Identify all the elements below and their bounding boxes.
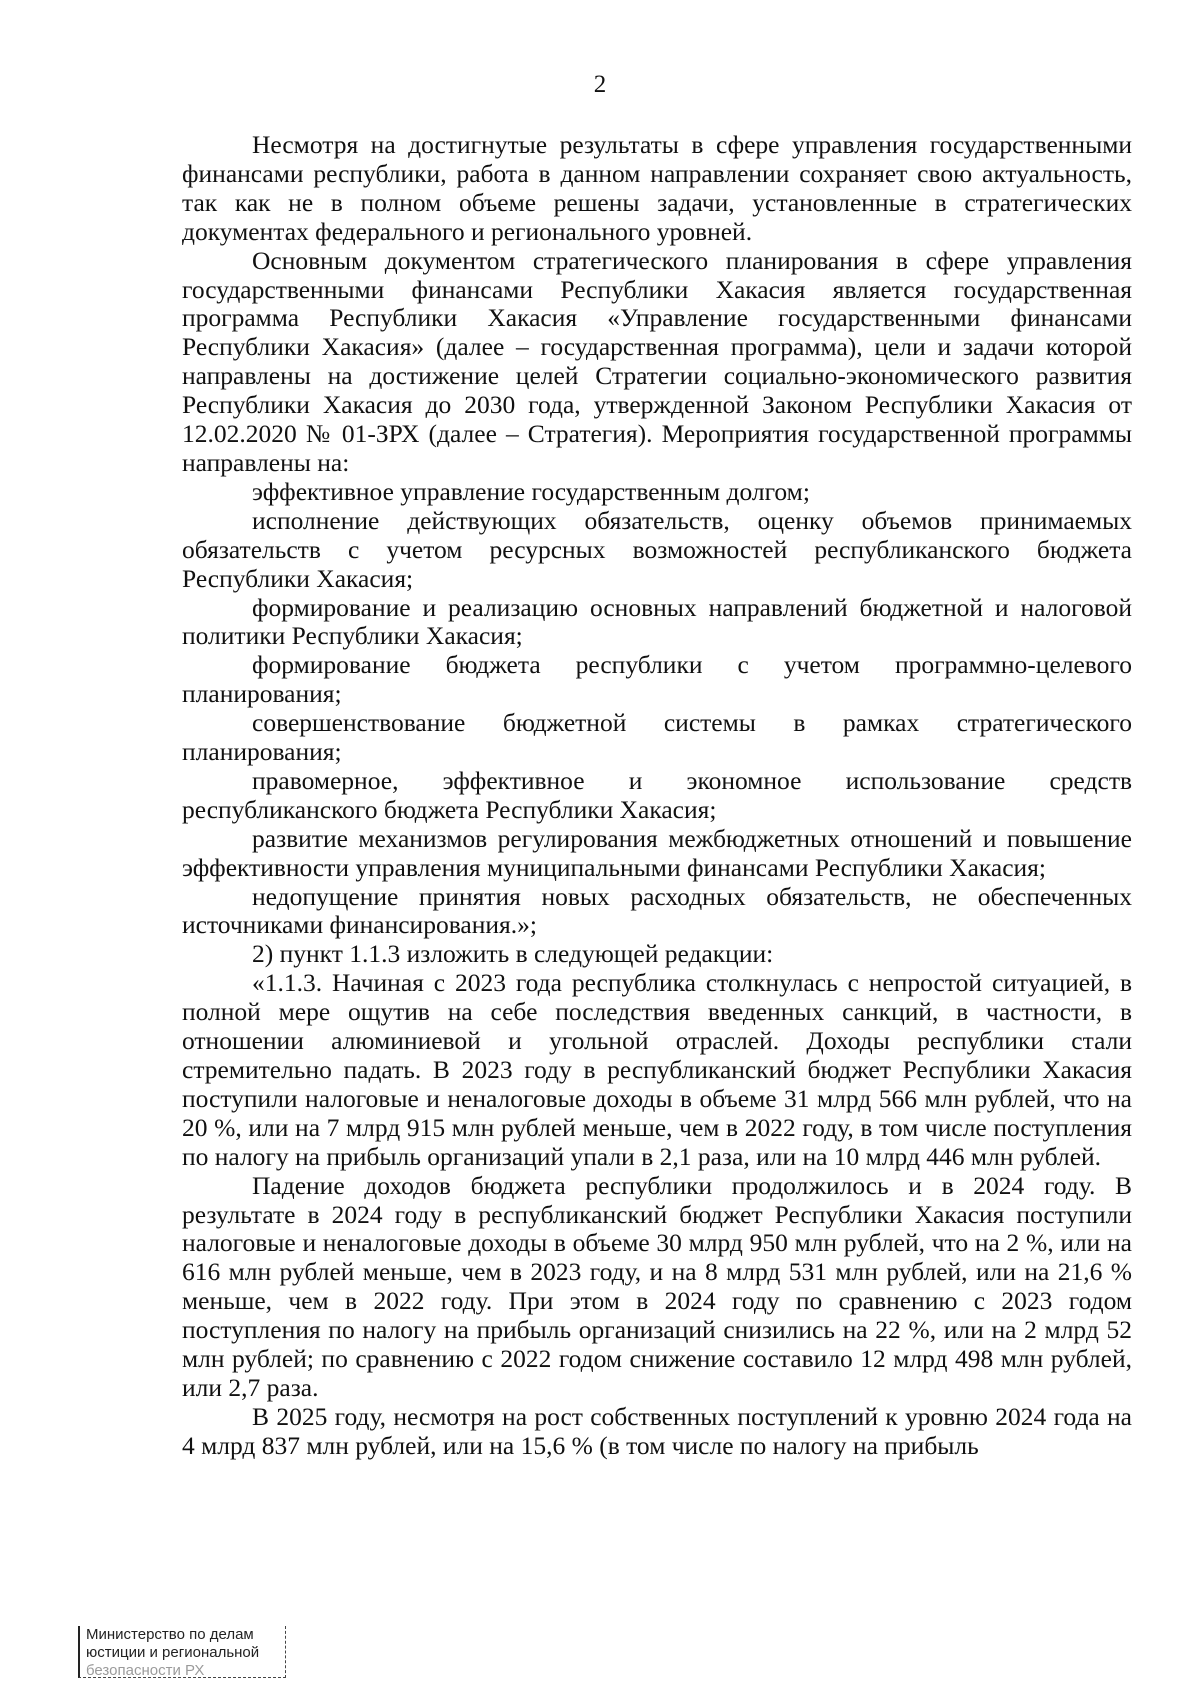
paragraph-2: Основным документом стратегического планирования в сфере управления государственными финансами Республики Хакасия является государственная программа Республики Хакасия «Управление государственными финансами Республики Хакасия» (далее – государственная программа), цели и задачи которой направлены на достижение целей Стратегии социально-экономического развития Республики Хакасия до 2030 года, утвержденной Законом Республики Хакасия от 12.02.2020 № 01-ЗРХ (далее – Стратегия). Мероприятия государственной программы направлены на: <box>182 245 1132 477</box>
page-number: 2 <box>593 71 607 98</box>
registration-stamp <box>78 1626 286 1678</box>
list-item: эффективное управление государственным долгом; <box>252 476 810 506</box>
paragraph-revenue-2025: В 2025 году, несмотря на рост собственных поступлений к уровню 2024 года на 4 млрд 837 млн рублей, или на 15,6 % (в том числе по налогу на прибыль <box>182 1401 1132 1460</box>
list-item: недопущение принятия новых расходных обязательств, не обеспеченных источниками финансирования.»; <box>182 881 1132 940</box>
list-item: развитие механизмов регулирования межбюджетных отношений и повышение эффективности управления муниципальными финансами Республики Хакасия; <box>182 823 1132 882</box>
stamp-line: безопасности РХ <box>86 1662 205 1678</box>
paragraph-revenue-2024: Падение доходов бюджета республики продолжилось и в 2024 году. В результате в 2024 году в республиканский бюджет Республики Хакасия поступили налоговые и неналоговые доходы в объеме 30 млрд 950 млн рублей, что на 2 %, или на 616 млн рублей меньше, чем в 2023 году, и на 8 млрд 531 млн рублей, или на 21,6 % меньше, чем в 2022 году. При этом в 2024 году по сравнению с 2023 годом поступления по налогу на прибыль организаций снизились на 22 %, или на 2 млрд 52 млн рублей; по сравнению с 2022 годом снижение составило 12 млрд 498 млн рублей, или 2,7 раза. <box>182 1170 1132 1402</box>
stamp-line: Министерство по делам <box>86 1626 254 1643</box>
list-item: формирование и реализацию основных направлений бюджетной и налоговой политики Республики Хакасия; <box>182 592 1132 651</box>
list-item: исполнение действующих обязательств, оценку объемов принимаемых обязательств с учетом ресурсных возможностей республиканского бюджета Республики Хакасия; <box>182 505 1132 593</box>
list-item: формирование бюджета республики с учетом программно-целевого планирования; <box>182 650 1132 709</box>
amendment-instruction: 2) пункт 1.1.3 изложить в следующей редакции: <box>252 939 774 969</box>
list-item: совершенствование бюджетной системы в рамках стратегического планирования; <box>182 708 1132 767</box>
list-item: правомерное, эффективное и экономное использование средств республиканского бюджета Республики Хакасия; <box>182 765 1132 824</box>
paragraph-1-1-3: «1.1.3. Начиная с 2023 года республика столкнулась с непростой ситуацией, в полной мере ощутив на себе последствия введенных санкций, в частности, в отношении алюминиевой и угольной отраслей. Доходы республики стали стремительно падать. В 2023 году в республиканский бюджет Республики Хакасия поступили налоговые и неналоговые доходы в объеме 31 млрд 566 млн рублей, что на 20 %, или на 7 млрд 915 млн рублей меньше, чем в 2022 году, в том числе поступления по налогу на прибыль организаций упали в 2,1 раза, или на 10 млрд 446 млн рублей. <box>182 968 1132 1171</box>
paragraph-1: Несмотря на достигнутые результаты в сфере управления государственными финансами республики, работа в данном направлении сохраняет свою актуальность, так как не в полном объеме решены задачи, установленные в стратегических документах федерального и регионального уровней. <box>182 130 1132 246</box>
stamp-line: юстиции и региональной <box>86 1644 260 1661</box>
document-body <box>182 131 1132 1461</box>
